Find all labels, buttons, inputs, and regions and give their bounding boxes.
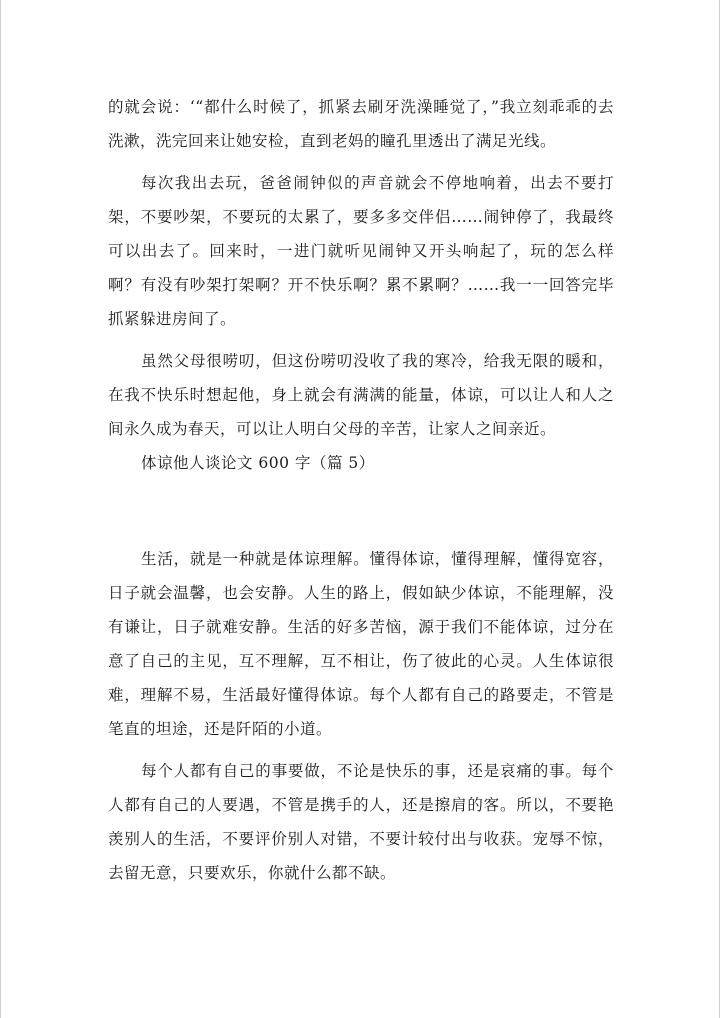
section-heading: 体谅他人谈论文 600 字（篇 5） xyxy=(141,454,375,472)
page-border-left xyxy=(0,0,1,1018)
paragraph-parents-nagging: 虽然父母很唠叨，但这份唠叨没收了我的寒冷，给我无限的暖和，在我不快乐时想起他，身上就会有满满的能量，体谅，可以让人和人之间永久成为春天，可以让人明白父母的辛苦，让家人之间亲近。 xyxy=(108,352,614,438)
paragraph-father-alarm: 每次我出去玩，爸爸闹钟似的声音就会不停地响着，出去不要打架，不要吵架，不要玩的太累了，要多多交伴侣……闹钟停了，我最终可以出去了。回来时，一进门就听见闹钟又开头响起了，玩的怎么样啊？有没有吵架打架啊？开不快乐啊？累不累啊？……我一一回答完毕抓紧躲进房间了。 xyxy=(108,174,614,328)
paragraph-life-understanding: 生活，就是一种就是体谅理解。懂得体谅，懂得理解，懂得宽容，日子就会温馨，也会安静。人生的路上，假如缺少体谅，不能理解，没有谦让，日子就难安静。生活的好多苦恼，源于我们不能体谅，过分在意了自己的主见，互不理解，互不相让，伤了彼此的心灵。人生体谅很难，理解不易，生活最好懂得体谅。每个人都有自己的路要走，不管是笔直的坦途，还是阡陌的小道。 xyxy=(108,550,614,738)
paragraph-continuation: 的就会说：‘“都什么时候了，抓紧去刷牙洗澡睡觉了，”我立刻乖乖的去洗漱，洗完回来让她安检，直到老妈的瞳孔里透出了满足光线。 xyxy=(108,98,614,150)
document-body xyxy=(108,90,614,890)
paragraph-everyone-own-path: 每个人都有自己的事要做，不论是快乐的事，还是哀痛的事。每个人都有自己的人要遇，不管是携手的人，还是擦肩的客。所以，不要艳羡别人的生活，不要评价别人对错，不要计较付出与收获。宠辱不惊，去留无意，只要欢乐，你就什么都不缺。 xyxy=(108,762,614,882)
